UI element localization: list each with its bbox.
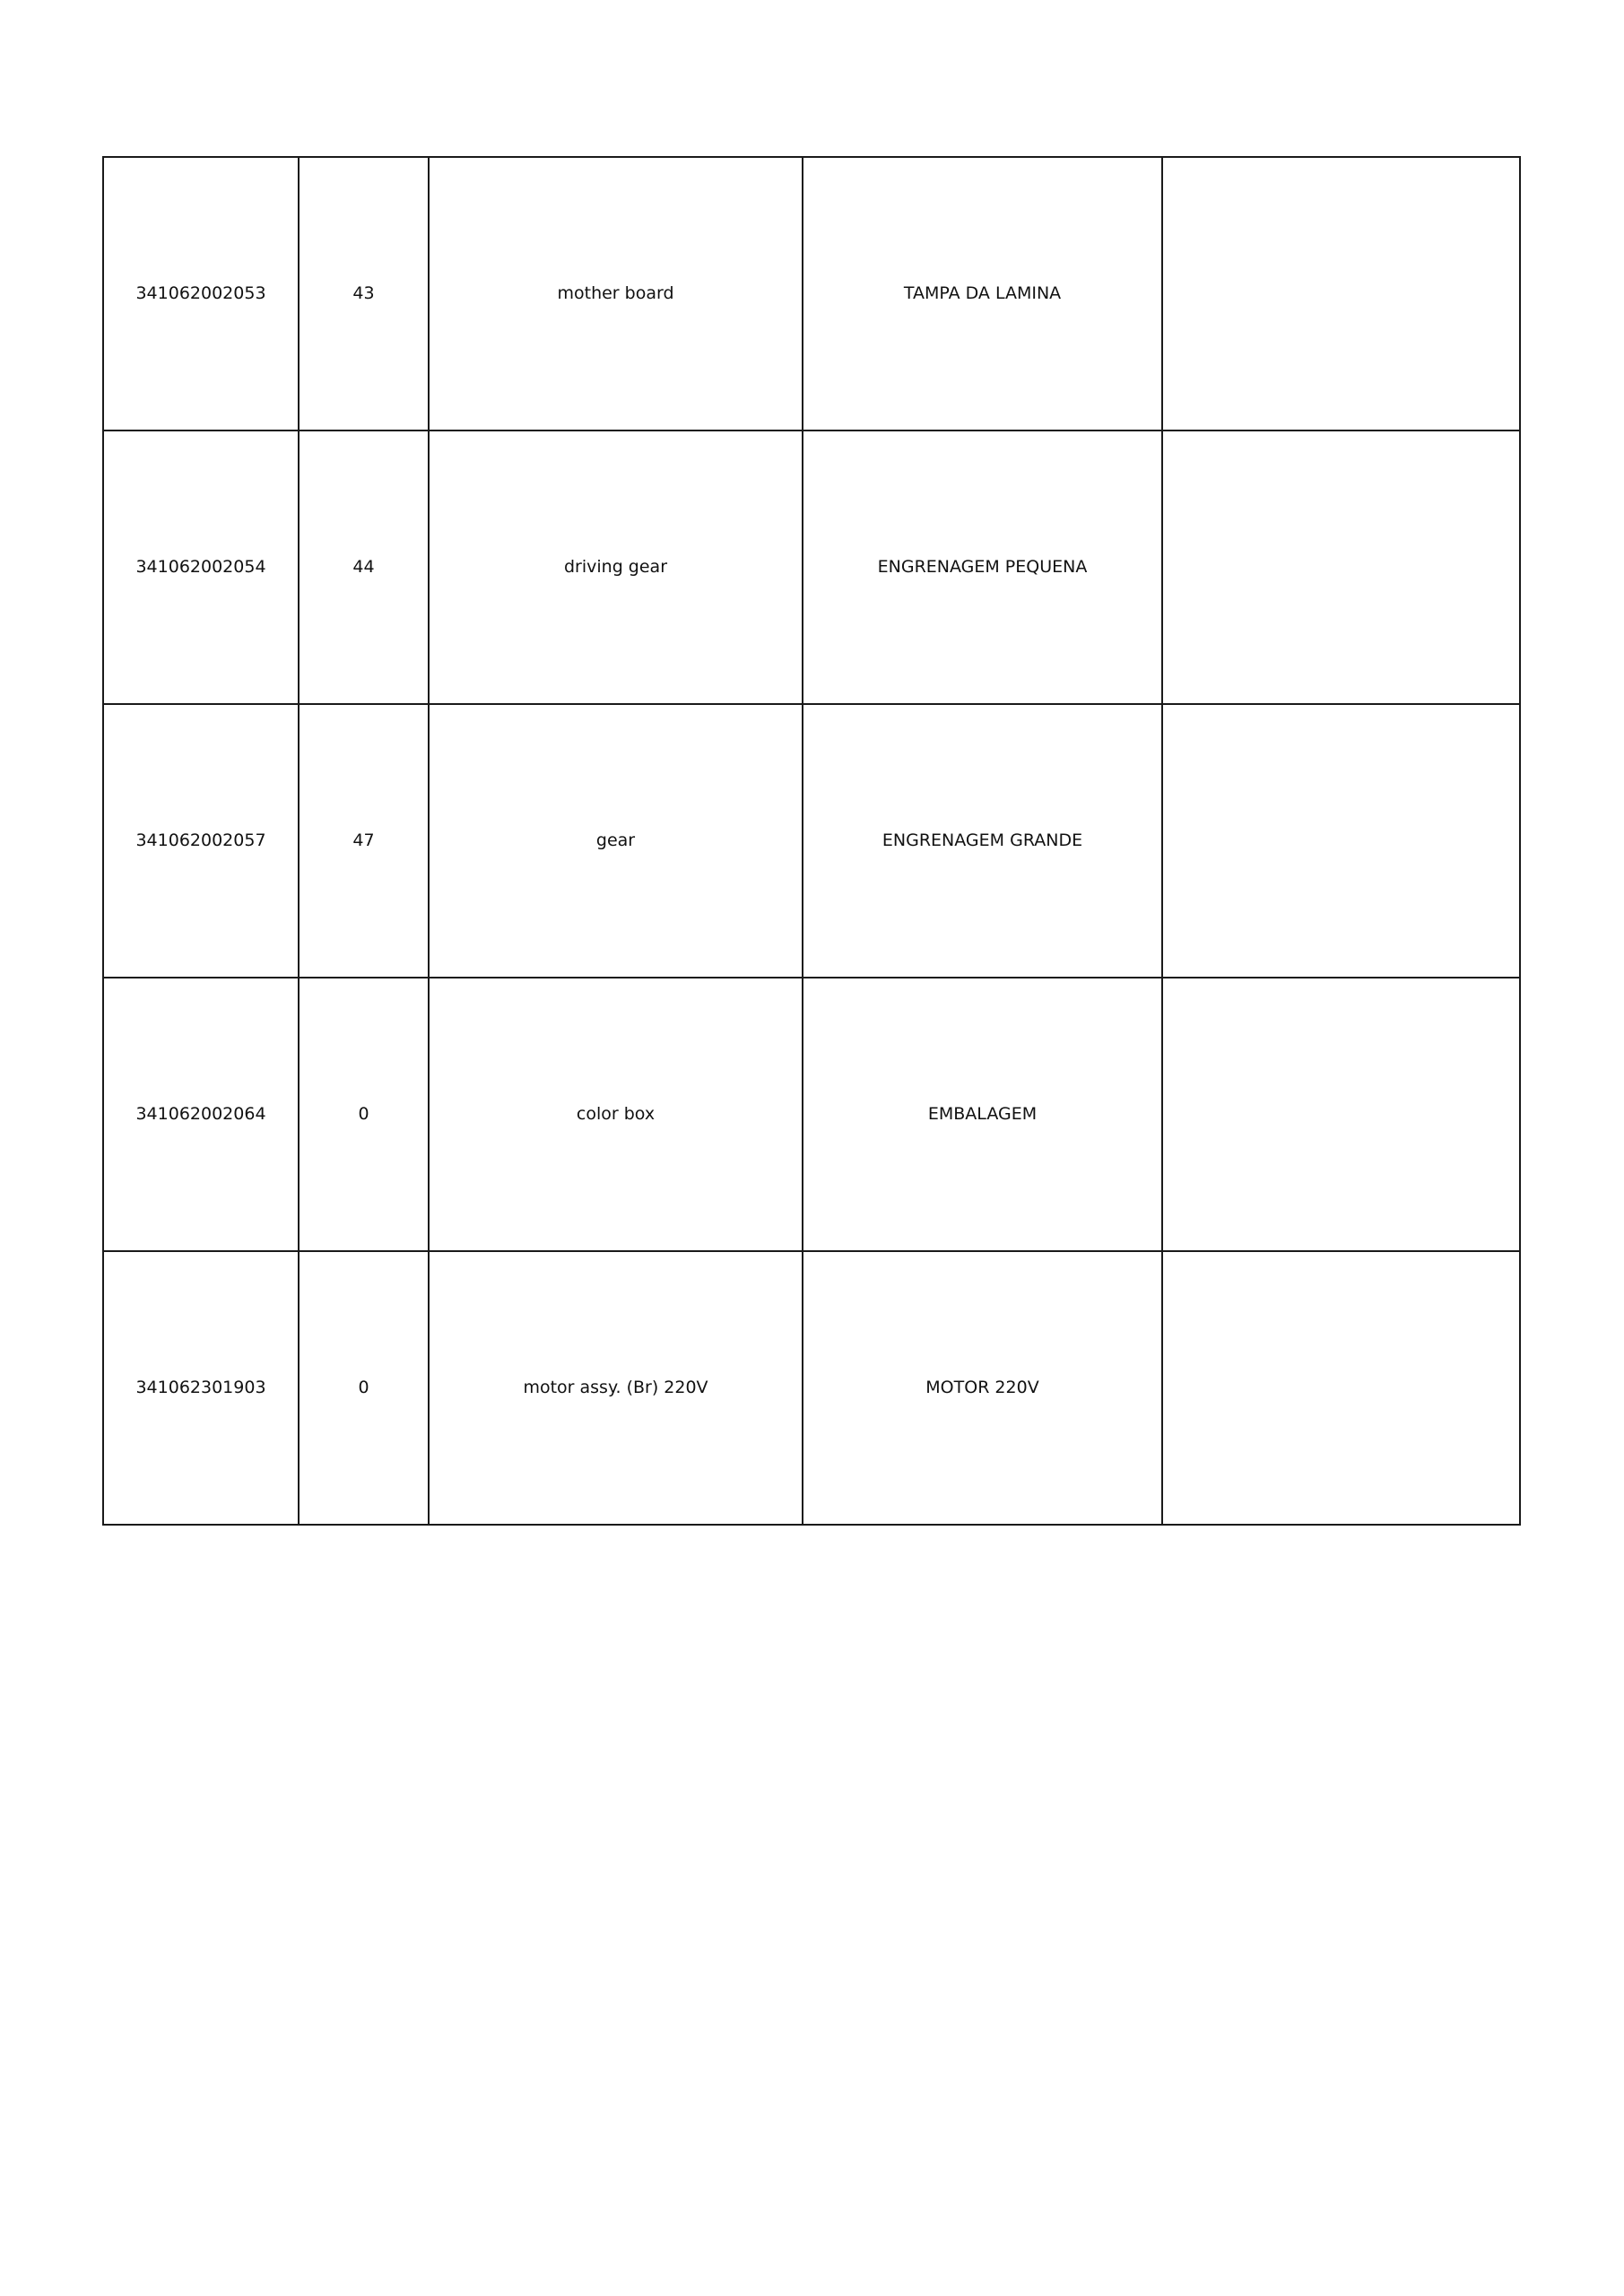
note-cell — [1162, 1251, 1520, 1525]
description-pt-cell: TAMPA DA LAMINA — [803, 157, 1162, 430]
table-row — [103, 157, 1520, 430]
position-cell: 0 — [299, 1251, 429, 1525]
description-pt-cell: ENGRENAGEM GRANDE — [803, 704, 1162, 978]
part-code-cell: 341062002064 — [103, 978, 299, 1251]
position-cell: 47 — [299, 704, 429, 978]
part-code-cell: 341062002057 — [103, 704, 299, 978]
note-cell — [1162, 704, 1520, 978]
description-en-cell: mother board — [429, 157, 803, 430]
part-code-cell: 341062002054 — [103, 430, 299, 704]
table-row — [103, 978, 1520, 1251]
position-cell: 44 — [299, 430, 429, 704]
description-en-cell: color box — [429, 978, 803, 1251]
description-en-cell: gear — [429, 704, 803, 978]
position-cell: 0 — [299, 978, 429, 1251]
description-en-cell: motor assy. (Br) 220V — [429, 1251, 803, 1525]
note-cell — [1162, 157, 1520, 430]
description-en-cell: driving gear — [429, 430, 803, 704]
description-pt-cell: EMBALAGEM — [803, 978, 1162, 1251]
table-row — [103, 1251, 1520, 1525]
part-code-cell: 341062301903 — [103, 1251, 299, 1525]
part-code-cell: 341062002053 — [103, 157, 299, 430]
parts-table — [102, 156, 1521, 1526]
position-cell: 43 — [299, 157, 429, 430]
table-row — [103, 430, 1520, 704]
note-cell — [1162, 430, 1520, 704]
description-pt-cell: MOTOR 220V — [803, 1251, 1162, 1525]
note-cell — [1162, 978, 1520, 1251]
table-row — [103, 704, 1520, 978]
description-pt-cell: ENGRENAGEM PEQUENA — [803, 430, 1162, 704]
